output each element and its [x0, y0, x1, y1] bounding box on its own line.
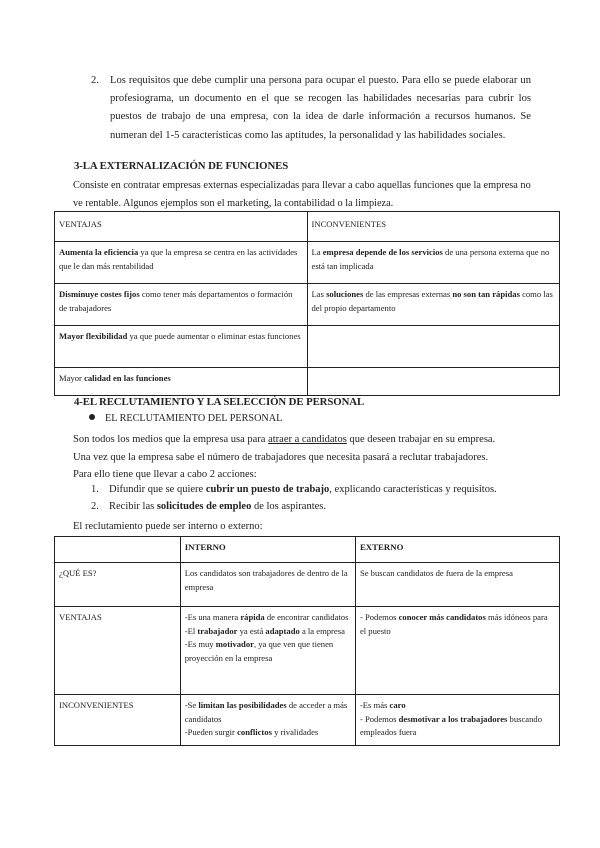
table-header-row [55, 537, 560, 563]
row-label: ¿QUÉ ES? [55, 563, 181, 607]
list-item-text: Los requisitos que debe cumplir una persona para ocupar el puesto. Para ello se puede elaborar un profesiograma, un documento en el que se recogen las habilidades necesarias para cubrir los puestos de trabajo de una empresa, con la idea de darle información a recursos humanos. Se numeran del 1-5 características como las aptitudes, la personalidad y las habilidades sociales. [110, 75, 531, 141]
table-cell: -Es más caro - Podemos desmotivar a los trabajadores buscando empleados fuera [355, 695, 559, 746]
bullet-item: EL RECLUTAMIENTO DEL PERSONAL [89, 413, 282, 424]
section-4-p3: Para ello tiene que llevar a cabo 2 acciones: [73, 469, 257, 480]
table-row [55, 368, 560, 396]
externalizacion-table [54, 211, 560, 396]
table-cell: Los candidatos son trabajadores de dentro de la empresa [180, 563, 355, 607]
bullet-dot-icon [89, 414, 95, 420]
table-cell: La empresa depende de los servicios de una persona externa que no está tan implicada [307, 242, 560, 284]
section-3-heading: 3-LA EXTERNALIZACIÓN DE FUNCIONES [74, 160, 289, 172]
section-4-heading: 4-EL RECLUTAMIENTO Y LA SELECCIÓN DE PERSONAL [74, 396, 365, 408]
table-cell: Aumenta la eficiencia ya que la empresa se centra en las actividades que le dan más rentabilidad [55, 242, 308, 284]
table-row [55, 326, 560, 368]
header-interno: INTERNO [180, 537, 355, 563]
table-row [55, 563, 560, 607]
table-cell: Disminuye costes fijos como tener más departamentos o formación de trabajadores [55, 284, 308, 326]
header-inconvenientes: INCONVENIENTES [307, 212, 560, 242]
underlined-phrase: atraer a candidatos [268, 434, 347, 445]
table-row [55, 284, 560, 326]
table-row [55, 242, 560, 284]
action-item-1: 1. Difundir que se quiere cubrir un puesto de trabajo, explicando características y requisitos. [91, 484, 497, 495]
section-4-p2: Una vez que la empresa sabe el número de trabajadores que necesita pasará a reclutar trabajadores. [73, 452, 489, 463]
table-cell: -Es una manera rápida de encontrar candidatos -El trabajador ya está adaptado a la empresa -Es muy motivador, ya que ven que tienen proyección en la empresa [180, 607, 355, 695]
table-row [55, 607, 560, 695]
section-3-paragraph: Consiste en contratar empresas externas especializadas para llevar a cabo aquellas funciones que la empresa no ve rentable. Algunos ejemplos son el marketing, la contabilidad o la limpieza. [73, 180, 531, 209]
table-cell-empty [307, 326, 560, 368]
action-item-2: 2. Recibir las solicitudes de empleo de los aspirantes. [91, 501, 326, 512]
table-cell: Las soluciones de las empresas externas no son tan rápidas como las del propio departamento [307, 284, 560, 326]
reclutamiento-table [54, 536, 560, 746]
table-cell: -Se limitan las posibilidades de acceder a más candidatos -Pueden surgir conflictos y rivalidades [180, 695, 355, 746]
table-cell: Se buscan candidatos de fuera de la empresa [355, 563, 559, 607]
table-header-row [55, 212, 560, 242]
table-cell: Mayor flexibilidad ya que puede aumentar o eliminar estas funciones [55, 326, 308, 368]
table-cell: - Podemos conocer más candidatos más idóneos para el puesto [355, 607, 559, 695]
row-label: VENTAJAS [55, 607, 181, 695]
table-row [55, 695, 560, 746]
section-4-p4: El reclutamiento puede ser interno o externo: [73, 521, 263, 532]
row-label: INCONVENIENTES [55, 695, 181, 746]
list-item-2 [91, 72, 531, 145]
table-cell: Mayor calidad en las funciones [55, 368, 308, 396]
section-4-p1: Son todos los medios que la empresa usa para atraer a candidatos que deseen trabajar en su empresa. [73, 434, 496, 445]
table-cell-empty [307, 368, 560, 396]
list-number: 2. [91, 75, 99, 86]
header-externo: EXTERNO [355, 537, 559, 563]
header-ventajas: VENTAJAS [55, 212, 308, 242]
header-empty [55, 537, 181, 563]
